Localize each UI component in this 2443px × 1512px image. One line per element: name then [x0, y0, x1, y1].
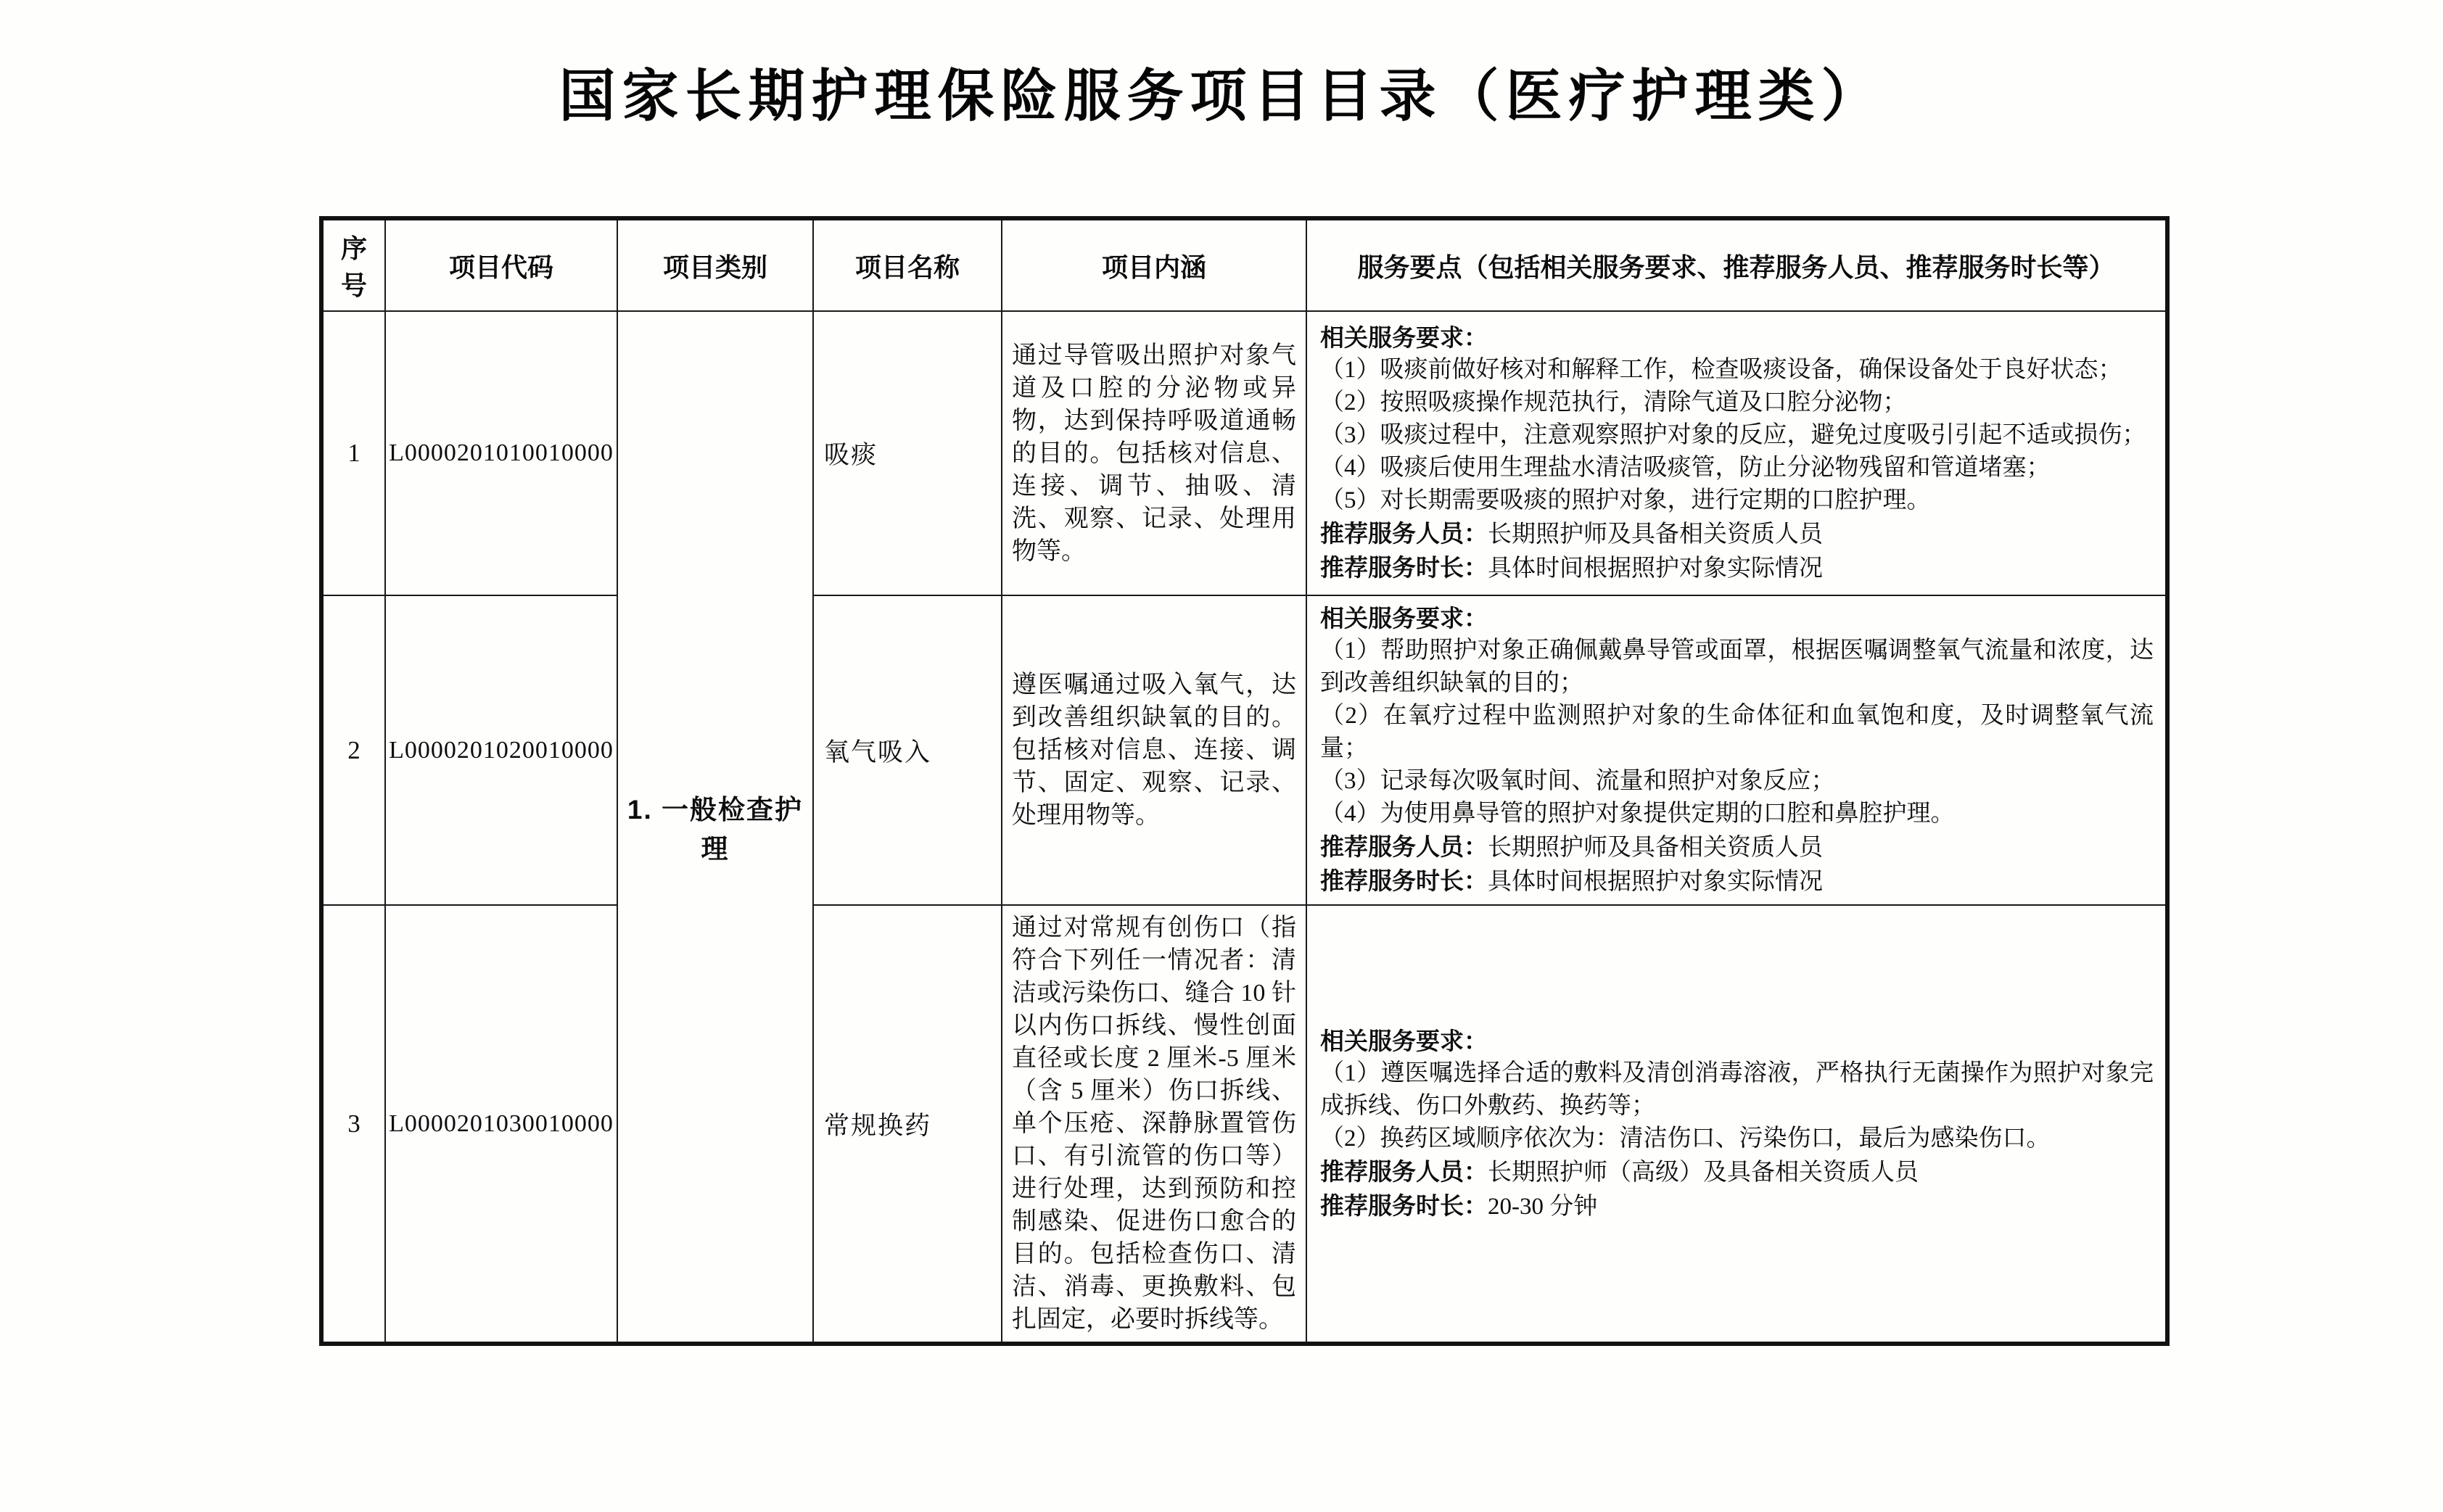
table-row-suction — [321, 311, 2167, 595]
cell-row3-service-points — [1306, 905, 2167, 1344]
row2-requirement-2: （2）在氧疗过程中监测照护对象的生命体征和血氧饱和度，及时调整氧气流量； — [1320, 703, 2154, 761]
row2-requirements-label: 相关服务要求： — [1320, 605, 1488, 632]
row1-duration-label: 推荐服务时长： — [1320, 554, 1488, 581]
row1-requirement-3: （3）吸痰过程中，注意观察照护对象的反应，避免过度吸引引起不适或损伤； — [1320, 422, 2146, 448]
cell-row1-service-points — [1306, 311, 2167, 595]
row1-staff-line — [1320, 517, 2154, 551]
row2-requirement-1: （1）帮助照护对象正确佩戴鼻导管或面罩，根据医嘱调整氧气流量和浓度，达到改善组织缺氧的目的； — [1320, 637, 2154, 696]
cell-row1-index: 1 — [321, 311, 385, 595]
cell-row2-description: 遵医嘱通过吸入氧气，达到改善组织缺氧的目的。包括核对信息、连接、调节、固定、观察、记录、处理用物等。 — [1002, 595, 1306, 905]
row3-duration-label: 推荐服务时长： — [1320, 1191, 1488, 1219]
header-name: 项目名称 — [813, 218, 1002, 311]
row3-duration-value: 20-30 分钟 — [1488, 1193, 1598, 1220]
row1-staff-label: 推荐服务人员： — [1320, 520, 1488, 547]
table-row-oxygen — [321, 595, 2167, 905]
page-title: 国家长期护理保险服务项目目录（医疗护理类） — [559, 65, 1884, 128]
table-header-row — [321, 218, 2167, 311]
table-row-dressing — [321, 905, 2167, 1344]
row3-staff-value: 长期照护师（高级）及具备相关资质人员 — [1488, 1159, 1919, 1186]
cell-row1-description: 通过导管吸出照护对象气道及口腔的分泌物或异物，达到保持呼吸道通畅的目的。包括核对信息、连接、调节、抽吸、清洗、观察、记录、处理用物等。 — [1002, 311, 1306, 595]
row1-requirement-4: （4）吸痰后使用生理盐水清洁吸痰管，防止分泌物残留和管道堵塞； — [1320, 455, 2051, 481]
row2-staff-value: 长期照护师及具备相关资质人员 — [1488, 835, 1823, 861]
cell-row1-name: 吸痰 — [813, 311, 1002, 595]
row1-duration-value: 具体时间根据照护对象实际情况 — [1488, 555, 1823, 582]
row2-duration-value: 具体时间根据照护对象实际情况 — [1488, 869, 1823, 895]
row2-staff-line — [1320, 830, 2154, 864]
cell-row2-index: 2 — [321, 595, 385, 905]
row2-staff-label: 推荐服务人员： — [1320, 833, 1488, 860]
row2-requirement-3: （3）记录每次吸氧时间、流量和照护对象反应； — [1320, 768, 1835, 794]
row1-staff-value: 长期照护师及具备相关资质人员 — [1488, 521, 1823, 548]
cell-row2-code: L0000201020010000 — [385, 595, 617, 905]
header-code: 项目代码 — [385, 218, 617, 311]
header-category: 项目类别 — [617, 218, 813, 311]
row1-duration-line — [1320, 551, 2154, 585]
cell-row3-description: 通过对常规有创伤口（指符合下列任一情况者：清洁或污染伤口、缝合 10 针以内伤口拆线、慢性创面直径或长度 2 厘米-5 厘米（含 5 厘米）伤口拆线、单个压疮、深静脉置管伤口、有引流管的伤口等）进行处理，达到预防和控制感染、促进伤口愈合的目的。包括检查伤口、清洁、消毒、更换敷料、包扎固定，必要时拆线等。 — [1002, 905, 1306, 1344]
header-service-points: 服务要点（包括相关服务要求、推荐服务人员、推荐服务时长等） — [1306, 218, 2167, 311]
row3-requirements-label: 相关服务要求： — [1320, 1027, 1488, 1054]
row3-staff-line — [1320, 1155, 2154, 1189]
row3-requirement-2: （2）换药区域顺序依次为：清洁伤口、污染伤口，最后为感染伤口。 — [1320, 1125, 2051, 1152]
header-index: 序号 — [321, 218, 385, 311]
cell-row1-code: L0000201010010000 — [385, 311, 617, 595]
cell-row2-name: 氧气吸入 — [813, 595, 1002, 905]
row3-staff-label: 推荐服务人员： — [1320, 1157, 1488, 1185]
row1-requirement-2: （2）按照吸痰操作规范执行，清除气道及口腔分泌物； — [1320, 389, 1907, 416]
row1-requirement-5: （5）对长期需要吸痰的照护对象，进行定期的口腔护理。 — [1320, 487, 1931, 513]
row1-requirement-1: （1）吸痰前做好核对和解释工作，检查吸痰设备，确保设备处于良好状态； — [1320, 357, 2122, 383]
row2-duration-line — [1320, 864, 2154, 898]
service-directory-table — [319, 216, 2170, 1346]
row3-duration-line — [1320, 1189, 2154, 1223]
cell-row2-service-points — [1306, 595, 2167, 905]
header-description: 项目内涵 — [1002, 218, 1306, 311]
cell-row3-index: 3 — [321, 905, 385, 1344]
row1-requirements-label: 相关服务要求： — [1320, 324, 1488, 351]
cell-row3-code: L0000201030010000 — [385, 905, 617, 1344]
row3-requirement-1: （1）遵医嘱选择合适的敷料及清创消毒溶液，严格执行无菌操作为照护对象完成拆线、伤口外敷药、换药等； — [1320, 1059, 2154, 1119]
row2-requirement-4: （4）为使用鼻导管的照护对象提供定期的口腔和鼻腔护理。 — [1320, 801, 1955, 827]
cell-row3-name: 常规换药 — [813, 905, 1002, 1344]
cell-category-merged: 1. 一般检查护理 — [617, 311, 813, 1344]
row2-duration-label: 推荐服务时长： — [1320, 867, 1488, 894]
